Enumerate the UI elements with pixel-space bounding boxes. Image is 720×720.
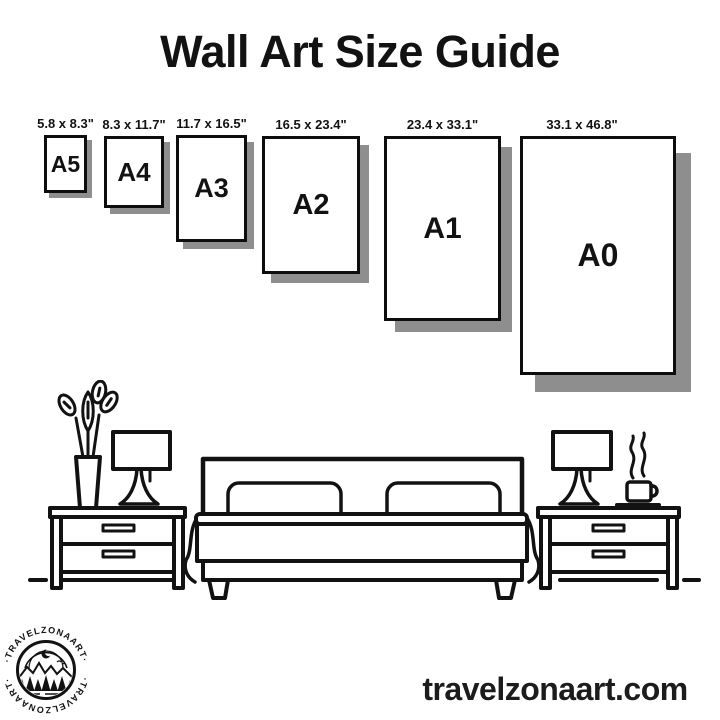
size-code-a5: A5 — [50, 150, 81, 177]
size-box-a5 — [37, 116, 94, 193]
size-dimensions-a2: 16.5 x 23.4" — [275, 117, 347, 132]
lamp-right-icon — [553, 432, 611, 504]
size-box-a4 — [102, 117, 166, 208]
paper-rect-a3 — [176, 135, 247, 242]
size-dimensions-a5: 5.8 x 8.3" — [37, 116, 94, 131]
paper-rect-a2 — [262, 136, 360, 274]
size-code-a0: A0 — [577, 237, 619, 273]
steam-icon — [642, 433, 645, 476]
paper-rect-a1 — [384, 136, 501, 321]
size-box-a2 — [262, 117, 360, 274]
bed-icon — [185, 459, 539, 598]
size-box-a0 — [520, 117, 676, 375]
size-box-a3 — [176, 116, 247, 242]
badge-text-top: ·TRAVELZONAART· — [1, 624, 91, 664]
paper-rect-a5 — [44, 135, 87, 193]
nightstand-left-icon — [50, 508, 185, 588]
size-code-a3: A3 — [194, 173, 229, 203]
bedroom-illustration — [0, 380, 720, 620]
lamp-left-icon — [113, 432, 170, 504]
paper-rect-a4 — [104, 136, 164, 208]
coffee-cup-icon — [617, 433, 659, 505]
size-box-a1 — [384, 117, 501, 321]
page-title: Wall Art Size Guide — [160, 26, 560, 77]
website-url: travelzonaart.com — [422, 671, 688, 707]
nightstand-right-icon — [538, 508, 679, 588]
paper-rect-a0 — [520, 136, 676, 375]
size-code-a1: A1 — [423, 211, 462, 245]
bed-leg-right — [496, 580, 515, 598]
size-code-a2: A2 — [292, 188, 330, 221]
travelzonaart-logo-badge — [0, 620, 94, 720]
bed-leg-left — [209, 580, 228, 598]
size-dimensions-a1: 23.4 x 33.1" — [406, 117, 479, 132]
steam-icon — [631, 436, 634, 478]
size-dimensions-a3: 11.7 x 16.5" — [176, 116, 247, 131]
size-dimensions-a4: 8.3 x 11.7" — [102, 117, 166, 132]
badge-text-bottom: ·TRAVELZONAART· — [1, 676, 91, 716]
size-code-a4: A4 — [117, 156, 151, 187]
size-dimensions-a0: 33.1 x 46.8" — [546, 117, 618, 132]
plant-icon — [56, 380, 121, 508]
